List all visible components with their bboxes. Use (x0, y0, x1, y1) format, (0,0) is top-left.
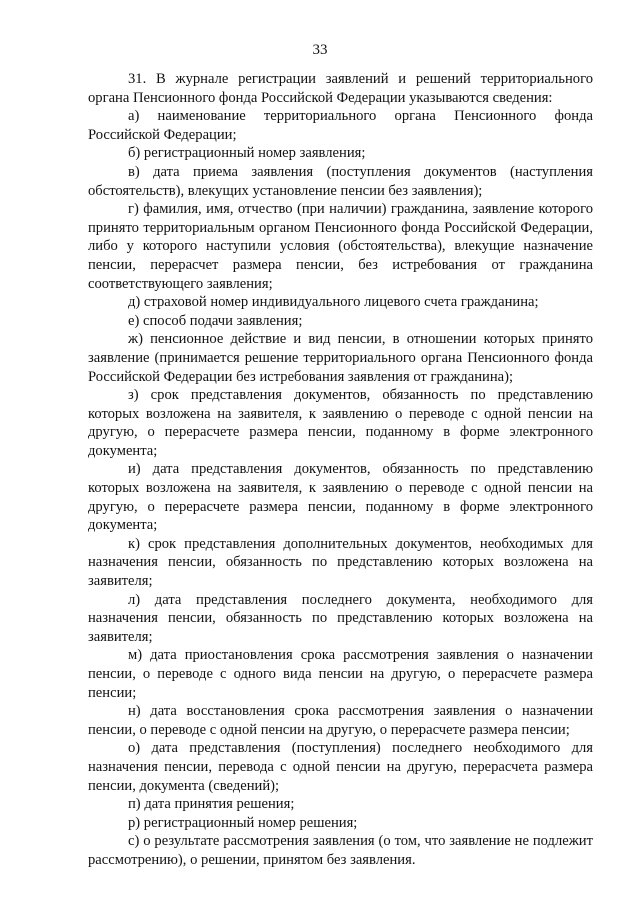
list-item-k: к) срок представления дополнительных документов, необходимых для назначения пенсии, обязанность по представлению которых возложена на заявителя; (88, 535, 593, 590)
list-item-zh: ж) пенсионное действие и вид пенсии, в отношении которых принято заявление (принимается решение территориального органа Пенсионного фонда Российской Федерации без истребования заявления от гражданина); (88, 331, 593, 385)
list-item-g: г) фамилия, имя, отчество (при наличии) гражданина, заявление которого принято территориальным органом Пенсионного фонда Российской Федерации, либо у которого наступили условия (обстоятельства), влекущие назначение пенсии, перерасчет размера пенсии, без истребования от гражданина соответствующего заявления; (88, 201, 593, 292)
list-item-z: з) срок представления документов, обязанность по представлению которых возложена на заявителя, к заявлению о переводе с одной пенсии на другую, о перерасчете размера пенсии, поданному в форме электронного документа; (88, 387, 593, 459)
paragraph-31-heading: 31. В журнале регистрации заявлений и решений территориального органа Пенсионного фонда Российской Федерации указываются сведения: (88, 71, 593, 106)
list-item-b: б) регистрационный номер заявления; (128, 145, 366, 162)
page-number: 33 (312, 42, 328, 58)
list-item-n: н) дата восстановления срока рассмотрения заявления о назначении пенсии, о переводе с одной пенсии на другую, о перерасчете размера пенсии; (88, 703, 593, 738)
list-item-d: д) страховой номер индивидуального лицевого счета гражданина; (128, 294, 539, 311)
list-item-a: а) наименование территориального органа Пенсионного фонда Российской Федерации; (88, 108, 593, 143)
list-item-l: л) дата представления последнего документа, необходимого для назначения пенсии, обязанность по представлению которых возложена на заявителя; (88, 591, 593, 645)
list-item-p: п) дата принятия решения; (128, 796, 295, 813)
list-item-r: р) регистрационный номер решения; (128, 814, 358, 831)
list-item-s: с) о результате рассмотрения заявления (о том, что заявление не подлежит рассмотрению), о решении, принятом без заявления. (88, 833, 593, 868)
list-item-i: и) дата представления документов, обязанность по представлению которых возложена на заявителя, к заявлению о переводе с одной пенсии на другую, о перерасчете размера пенсии, поданному в форме электронного документа; (88, 461, 593, 534)
list-item-v: в) дата приема заявления (поступления документов (наступления обстоятельств), влекущих установление пенсии без заявления); (88, 163, 593, 199)
list-item-o: о) дата представления (поступления) последнего необходимого для назначения пенсии, перевода с одной пенсии на другую, перерасчета размера пенсии, документа (сведений); (88, 740, 593, 794)
list-item-e: е) способ подачи заявления; (128, 312, 303, 329)
list-item-m: м) дата приостановления срока рассмотрения заявления о назначении пенсии, о переводе с одного вида пенсии на другую, о перерасчете размера пенсии; (88, 647, 593, 701)
document-body (88, 70, 593, 870)
